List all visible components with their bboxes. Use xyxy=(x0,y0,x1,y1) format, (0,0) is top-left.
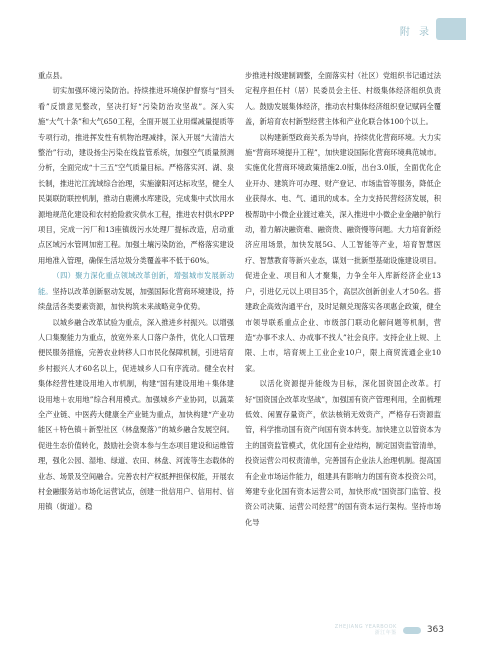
page-footer xyxy=(335,623,444,637)
header-band xyxy=(0,0,480,56)
right-column xyxy=(245,68,441,530)
page-marker xyxy=(403,627,421,634)
section-tab-marker xyxy=(436,18,466,40)
paragraph: 以构建新型政商关系为导向，持续优化营商环境。大力实施“营商环境提升工程”，加快建设国际化营商环境典范城市。实施优化营商环境政策措施2.0版，出台3.0版，全面优化企业开办、建筑许可办理、财产登记、市场监管等服务，降低企业获得水、电、气、通讯的成本。全力支持民营经济发展，积极帮助中小微企业渡过难关，深入推进中小微企业金融护航行动，着力解决融资难、融资贵、融资慢等问题。大力培育新经济应用场景，加快发展5G、人工智能等产业，培育智慧医疗、智慧教育等新兴业态，谋划一批新型基础设施建设项目。促进企业、项目和人才聚集，力争全年入库新经济企业13户，引进亿元以上项目35个，高层次创新创业人才50名。搭建政企高效沟通平台，及时足额兑现落实各项惠企政策，健全市领导联系重点企业、市级部门联动化解问题等机制，营造“办事不求人、办成事不找人”社会良序。支持企业上规、上限、上市，培育规上工业企业10户，限上商贸流通企业10家。 xyxy=(245,132,441,373)
left-column xyxy=(38,68,234,515)
paragraph xyxy=(38,268,234,314)
watermark-line-1: ZHEJIANG YEARBOOK xyxy=(334,624,397,630)
section-label: 附 录 xyxy=(399,27,432,38)
section-subheading: （四）聚力深化重点领域改革创新，增强城市发展新动能。 xyxy=(38,271,234,296)
page-number: 363 xyxy=(426,625,444,635)
paragraph: 以城乡融合改革试验为重点，深入推进乡村振兴。以增强人口集聚能力为重点，放宽外来人口落户条件，优化人口管理便民服务措施，完善农业转移人口市民化保障机制，引进培育乡村振兴人才60名以上，促进城乡人口有序流动。健全农村集体经营性建设用地入市机制，构建“国有建设用地＋集体建设用地＋农用地”综合利用模式。加强城乡产业协同，以蔬菜全产业链、中医药大健康全产业链为重点，加快构建“产业功能区＋特色镇＋新型社区（林盘聚落）”的城乡融合发展空间。促进生态价值转化，鼓励社会资本参与生态项目建设和运维管理，强化公园、湿地、绿道、农田、林盘、河流等生态载体的业态、场景及空间融合。完善农村产权抵押担保权能，开展农村金融服务站市场化运营试点，创建一批信用户、信用村、信用镇（街道）。稳 xyxy=(38,317,234,512)
footer-watermark xyxy=(335,624,397,636)
paragraph: 重点县。 xyxy=(38,71,68,80)
paragraph-text: 坚持以改革创新驱动发展，加强国际化营商环境建设，持续盘活各类要素资源，加快构筑未来战略竞争优势。 xyxy=(38,286,234,312)
paragraph: 步推进村级建制调整，全面落实村（社区）党组织书记通过法定程序担任村（居）民委员会主任、村级集体经济组织负责人。鼓励发展集体经济，推动农村集体经济组织登记赋码全覆盖，新培育农村新型经营主体和产业化联合体100个以上。 xyxy=(245,71,441,127)
paragraph: 切实加强环境污染防治。持续推进环境保护督察与“回头看”反馈意见整改，坚决打好“污染防治攻坚战”。深入实施“大气十条”和大气650工程，全面开展工业用煤减量提质等专项行动，推进挥发性有机物治理减排，深入开展“大清洁大整治”行动，建设扬尘污染在线监管系统，加强空气质量预测分析，全面完成“十三五”空气质量目标。严格落实河、湖、泉长制，推进沱江流域综合治理，实施濠阳河达标攻坚，健全人民渠联防联控机制，推动白鹿溯水库建设，完成集中式饮用水源地规范化建设和农村抢险救灾供水工程，推进农村供水PPP项目，完成一污厂和13座镇级污水处理厂提标改造，启动重点区域污水管网加密工程。加强土壤污染防治，严格落实建设用地准入管理，确保生活垃圾分类覆盖率不低于60%。 xyxy=(38,86,234,265)
watermark-line-2: 浙江年鉴 xyxy=(374,630,397,636)
paragraph: 以活化资源提升能级为目标，深化国资国企改革。打好“国资国企改革攻坚战”，加强国有资产管理利用，全面梳理低效、闲置存量资产，依法核销无效资产，严格存石资源监管，科学推动国有资产向国有资本转变。加快建立以管资本为主的国资监管模式，优化国有企业结构，制定国资监管清单，投资运营公司权责清单，完善国有企业法人治理机制。提高国有企业市场运作能力，组建具有影响力的国有资本投资公司，筹建专业化国有资本运营公司，加快形成“国资部门监管、投资公司决策、运营公司经营”的国有资本运行架构。坚持市场化导 xyxy=(245,379,441,527)
